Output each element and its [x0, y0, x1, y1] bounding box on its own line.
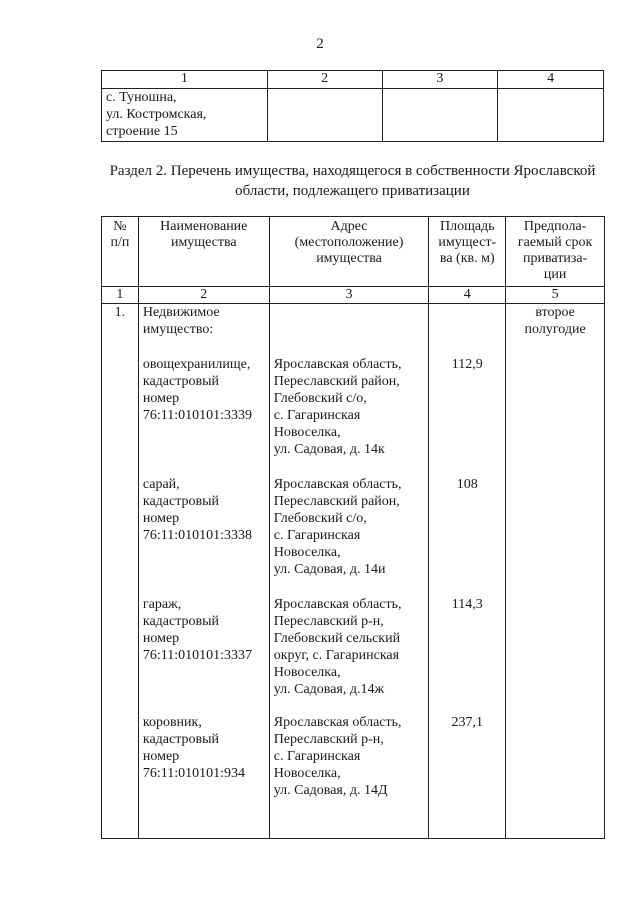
item-area: 114,3 — [451, 597, 483, 612]
header-number: № п/п — [102, 217, 139, 287]
table-header-row — [102, 71, 604, 89]
table-cell — [498, 89, 604, 142]
item-address: Ярославская область, Переславский р-н, Глебовский сельский округ, с. Гагаринская Новоселка, ул. Садовая, д.14ж — [273, 597, 402, 697]
header-term: Предпола- гаемый срок приватиза- ции — [506, 217, 605, 287]
column-number: 2 — [267, 71, 382, 89]
category-label: Недвижимое имущество: — [142, 305, 220, 337]
column-numbers-row — [102, 287, 605, 304]
table-header-row — [102, 217, 605, 287]
table-cell — [382, 89, 498, 142]
item-address: Ярославская область, Переславский р-н, с. Гагаринская Новоселка, ул. Садовая, д. 14Д — [273, 715, 402, 798]
column-number: 2 — [138, 287, 269, 304]
table-row — [102, 89, 604, 142]
item-area: 112,9 — [451, 357, 483, 372]
item-area: 237,1 — [451, 715, 484, 730]
item-name: гараж, кадастровый номер 76:11:010101:3337 — [142, 597, 253, 663]
column-number: 4 — [429, 287, 506, 304]
header-name: Наименование имущества — [138, 217, 269, 287]
header-address: Адрес (местоположение) имущества — [269, 217, 429, 287]
names-cell — [138, 304, 269, 839]
column-number: 1 — [102, 287, 139, 304]
item-name: коровник, кадастровый номер 76:11:010101:934 — [142, 715, 246, 781]
item-name: овощехранилище, кадастровый номер 76:11:010101:3339 — [142, 357, 253, 423]
item-area: 108 — [456, 477, 478, 492]
column-number: 4 — [498, 71, 604, 89]
table-row — [102, 304, 605, 839]
addresses-cell — [269, 304, 429, 839]
address-cell: с. Туношна, ул. Костромская, строение 15 — [102, 89, 268, 142]
header-area: Площадь имущест- ва (кв. м) — [429, 217, 506, 287]
areas-cell — [429, 304, 506, 839]
column-number: 1 — [102, 71, 268, 89]
column-number: 3 — [269, 287, 429, 304]
item-name: сарай, кадастровый номер 76:11:010101:3338 — [142, 477, 253, 543]
continuation-table — [101, 70, 604, 142]
item-address: Ярославская область, Переславский район, Глебовский с/о, с. Гагаринская Новоселка, ул. Садовая, д. 14и — [273, 477, 402, 577]
row-number: 1. — [102, 304, 139, 839]
table-cell — [267, 89, 382, 142]
column-number: 5 — [506, 287, 605, 304]
item-address: Ярославская область, Переславский район, Глебовский с/о, с. Гагаринская Новоселка, ул. Садовая, д. 14к — [273, 357, 402, 457]
section-title: Раздел 2. Перечень имущества, находящегося в собственности Ярославской области, подлежащего приватизации — [109, 163, 596, 199]
privatization-term: второе полугодие — [506, 304, 605, 839]
property-table — [101, 216, 605, 839]
page-number: 2 — [316, 36, 324, 52]
column-number: 3 — [382, 71, 498, 89]
